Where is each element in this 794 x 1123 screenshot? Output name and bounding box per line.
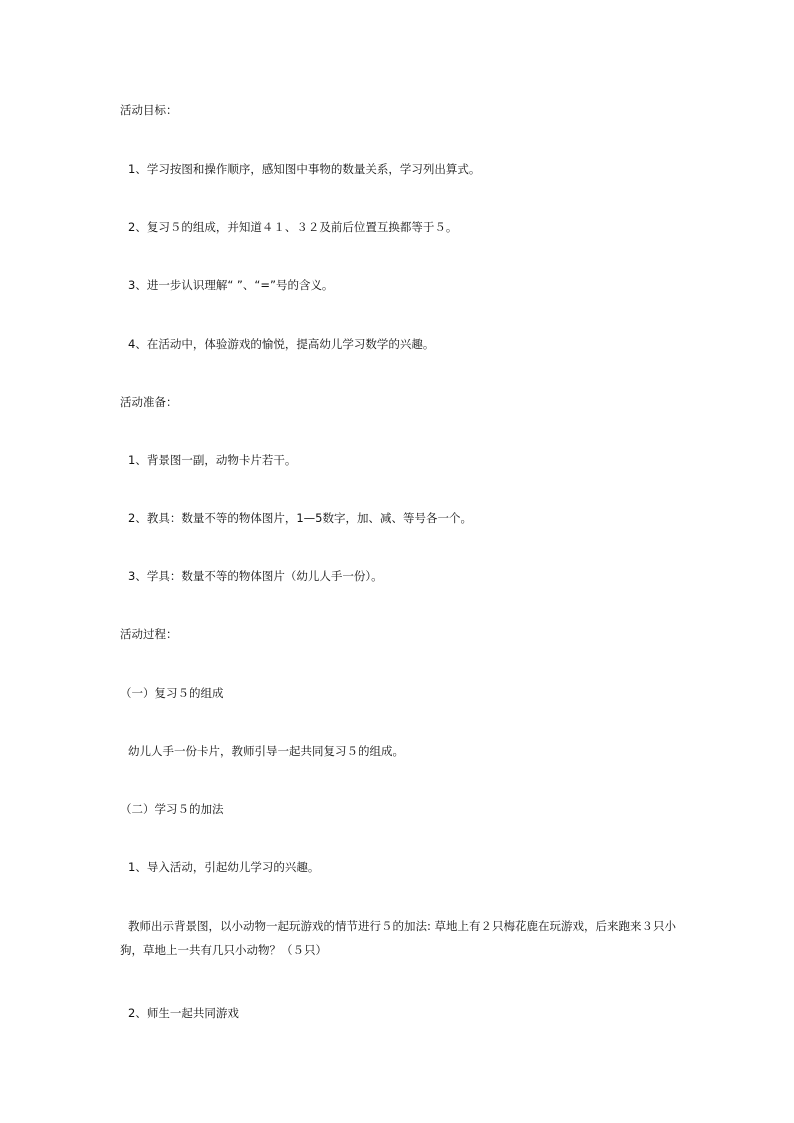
objective-item-4: 4、在活动中，体验游戏的愉悦，提高幼儿学习数学的兴趣。: [128, 337, 435, 351]
process-part2-step1: 1、导入活动，引起幼儿学习的兴趣。: [128, 860, 320, 874]
preparation-item-2: 2、教具：数量不等的物体图片，1—5数字，加、减、等号各一个。: [128, 511, 472, 525]
process-part2-title: （二）学习５的加法: [120, 802, 224, 816]
process-heading: 活动过程：: [120, 627, 178, 641]
objectives-heading: 活动目标：: [120, 103, 178, 117]
objective-item-3: 3、进一步认识理解“ ”、“=”号的含义。: [128, 278, 334, 292]
objective-item-2: 2、复习５的组成，并知道４１、３２及前后位置互换都等于５。: [128, 220, 458, 234]
process-part2-step2: 2、师生一起共同游戏: [128, 1006, 239, 1020]
preparation-heading: 活动准备：: [120, 395, 178, 409]
process-part1-text: 幼儿人手一份卡片，教师引导一起共同复习５的组成。: [128, 744, 404, 758]
preparation-item-1: 1、背景图一副，动物卡片若干。: [128, 453, 297, 467]
objective-item-1: 1、学习按图和操作顺序，感知图中事物的数量关系，学习列出算式。: [128, 162, 481, 176]
process-part2-story: 教师出示背景图，以小动物一起玩游戏的情节进行５的加法: 草地上有２只梅花鹿在玩游戏，后来跑来３只小狗，草地上一共有几只小动物？（５只）: [120, 919, 677, 957]
preparation-item-3: 3、学具：数量不等的物体图片（幼儿人手一份）。: [128, 569, 383, 583]
process-part1-title: （一）复习５的组成: [120, 686, 224, 700]
